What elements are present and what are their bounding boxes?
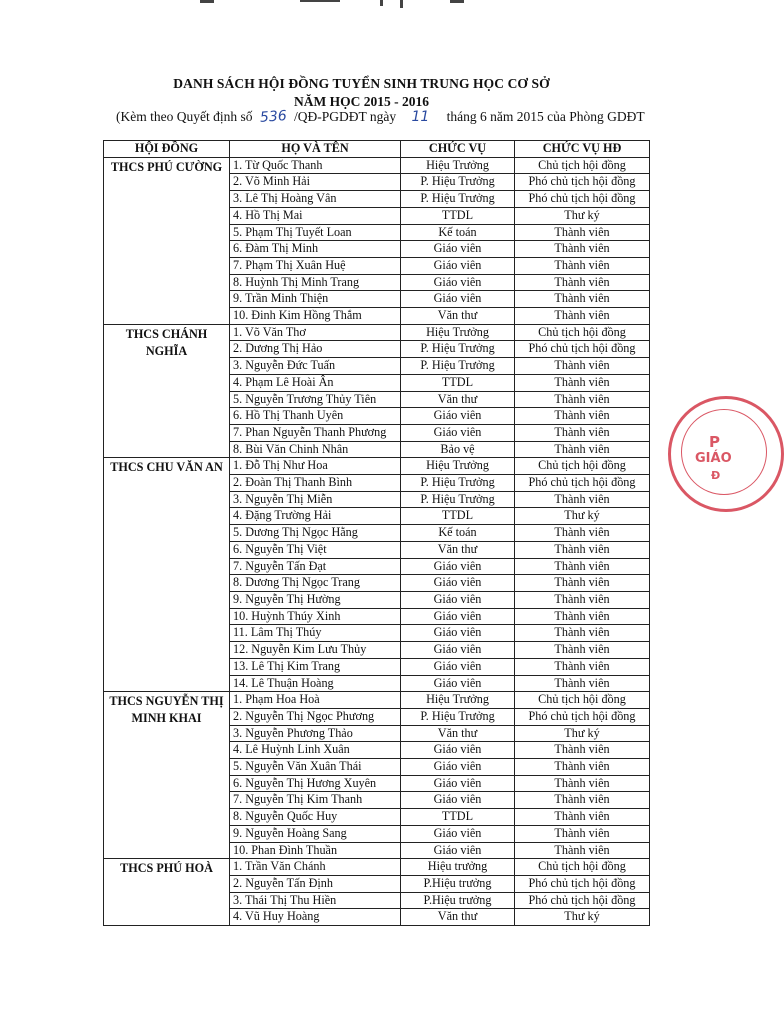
table-row [104, 458, 650, 475]
member-council-role: Phó chủ tịch hội đồng [515, 875, 650, 892]
table-row [104, 859, 650, 876]
member-position: Giáo viên [401, 257, 515, 274]
member-name: 6. Nguyễn Thị Việt [230, 541, 401, 558]
scan-mark [380, 0, 383, 6]
table-body [104, 157, 650, 925]
member-name: 5. Phạm Thị Tuyết Loan [230, 224, 401, 241]
member-council-role: Thành viên [515, 374, 650, 391]
member-position: Giáo viên [401, 575, 515, 592]
header-council: HỘI ĐỒNG [104, 141, 230, 158]
member-council-role: Thành viên [515, 675, 650, 692]
document-title: DANH SÁCH HỘI ĐỒNG TUYỂN SINH TRUNG HỌC CƠ SỞ [173, 76, 550, 91]
member-position: Văn thư [401, 391, 515, 408]
member-name: 2. Nguyễn Tấn Định [230, 875, 401, 892]
council-table [103, 140, 650, 926]
council-name: THCS CHU VĂN AN [104, 458, 230, 692]
member-name: 3. Nguyễn Thị Miễn [230, 491, 401, 508]
member-position: P. Hiệu Trưởng [401, 708, 515, 725]
council-name: THCS CHÁNH NGHĨA [104, 324, 230, 458]
member-position: Hiệu Trưởng [401, 458, 515, 475]
member-council-role: Phó chủ tịch hội đồng [515, 341, 650, 358]
member-council-role: Thành viên [515, 575, 650, 592]
member-name: 9. Trần Minh Thiện [230, 291, 401, 308]
member-position: P.Hiệu trưởng [401, 892, 515, 909]
member-name: 3. Thái Thị Thu Hiền [230, 892, 401, 909]
member-position: Giáo viên [401, 675, 515, 692]
member-name: 10. Huỳnh Thúy Xinh [230, 608, 401, 625]
member-name: 8. Dương Thị Ngọc Trang [230, 575, 401, 592]
member-position: Giáo viên [401, 241, 515, 258]
member-name: 1. Từ Quốc Thanh [230, 157, 401, 174]
member-council-role: Thành viên [515, 241, 650, 258]
member-council-role: Thành viên [515, 608, 650, 625]
member-council-role: Thành viên [515, 224, 650, 241]
member-name: 9. Nguyễn Thị Hường [230, 591, 401, 608]
member-name: 8. Huỳnh Thị Minh Trang [230, 274, 401, 291]
member-name: 2. Dương Thị Hảo [230, 341, 401, 358]
member-position: Giáo viên [401, 792, 515, 809]
member-position: Bảo vệ [401, 441, 515, 458]
member-position: Giáo viên [401, 742, 515, 759]
member-name: 4. Đặng Trường Hải [230, 508, 401, 525]
member-council-role: Thư ký [515, 508, 650, 525]
member-council-role: Phó chủ tịch hội đồng [515, 174, 650, 191]
member-position: TTDL [401, 374, 515, 391]
member-name: 1. Trần Văn Chánh [230, 859, 401, 876]
member-position: Giáo viên [401, 291, 515, 308]
table-header-row [104, 141, 650, 158]
member-council-role: Thành viên [515, 842, 650, 859]
member-name: 2. Nguyễn Thị Ngọc Phương [230, 708, 401, 725]
member-council-role: Thành viên [515, 642, 650, 659]
council-name: THCS PHÚ CƯỜNG [104, 157, 230, 324]
header-position: CHỨC VỤ [401, 141, 515, 158]
table-row [104, 157, 650, 174]
member-council-role: Thành viên [515, 257, 650, 274]
member-name: 12. Nguyễn Kim Lưu Thủy [230, 642, 401, 659]
member-council-role: Thành viên [515, 441, 650, 458]
member-council-role: Thành viên [515, 541, 650, 558]
member-position: P. Hiệu Trưởng [401, 191, 515, 208]
member-position: Hiệu Trưởng [401, 692, 515, 709]
member-position: P.Hiệu trưởng [401, 875, 515, 892]
member-name: 2. Võ Minh Hải [230, 174, 401, 191]
member-name: 11. Lâm Thị Thúy [230, 625, 401, 642]
ref-mid: /QĐ-PGDĐT ngày [293, 109, 397, 124]
member-position: Giáo viên [401, 658, 515, 675]
member-name: 1. Đỗ Thị Như Hoa [230, 458, 401, 475]
member-position: Giáo viên [401, 759, 515, 776]
ref-prefix: (Kèm theo Quyết định số [116, 109, 253, 124]
member-name: 8. Bùi Văn Chinh Nhân [230, 441, 401, 458]
member-name: 3. Lê Thị Hoàng Vân [230, 191, 401, 208]
member-council-role: Thư ký [515, 207, 650, 224]
scan-mark [400, 0, 403, 8]
member-position: Giáo viên [401, 424, 515, 441]
member-council-role: Chủ tịch hội đồng [515, 458, 650, 475]
member-name: 13. Lê Thị Kim Trang [230, 658, 401, 675]
ref-suffix: tháng 6 năm 2015 của Phòng GDĐT [446, 109, 645, 124]
table-row [104, 692, 650, 709]
seal-text-line3: Đ [711, 469, 721, 482]
member-name: 8. Nguyễn Quốc Huy [230, 809, 401, 826]
scan-mark [300, 0, 340, 2]
member-name: 7. Nguyễn Thị Kim Thanh [230, 792, 401, 809]
member-name: 5. Dương Thị Ngọc Hằng [230, 525, 401, 542]
seal-text-line2: GIÁO [695, 451, 732, 466]
member-position: TTDL [401, 809, 515, 826]
scan-mark [200, 0, 214, 3]
member-name: 10. Đinh Kim Hồng Thắm [230, 308, 401, 325]
member-name: 7. Phạm Thị Xuân Huệ [230, 257, 401, 274]
member-name: 5. Nguyễn Văn Xuân Thái [230, 759, 401, 776]
member-position: Văn thư [401, 909, 515, 926]
member-position: Hiệu Trưởng [401, 157, 515, 174]
member-position: Giáo viên [401, 825, 515, 842]
school-year: NĂM HỌC 2015 - 2016 [294, 94, 429, 109]
member-name: 7. Phan Nguyễn Thanh Phương [230, 424, 401, 441]
member-name: 4. Hồ Thị Mai [230, 207, 401, 224]
member-position: Giáo viên [401, 775, 515, 792]
member-council-role: Thư ký [515, 725, 650, 742]
member-name: 1. Phạm Hoa Hoà [230, 692, 401, 709]
member-council-role: Chủ tịch hội đồng [515, 692, 650, 709]
member-position: Hiệu trưởng [401, 859, 515, 876]
member-position: Giáo viên [401, 408, 515, 425]
member-position: Giáo viên [401, 558, 515, 575]
decision-day: 11 [411, 109, 430, 125]
decision-reference [116, 109, 645, 125]
member-position: Văn thư [401, 725, 515, 742]
member-council-role: Thành viên [515, 558, 650, 575]
council-name: THCS NGUYỄN THỊ MINH KHAI [104, 692, 230, 859]
member-council-role: Thành viên [515, 525, 650, 542]
member-position: P. Hiệu Trưởng [401, 174, 515, 191]
member-name: 4. Phạm Lê Hoài Ân [230, 374, 401, 391]
member-council-role: Thành viên [515, 742, 650, 759]
member-council-role: Thành viên [515, 358, 650, 375]
member-position: Kế toán [401, 525, 515, 542]
member-position: P. Hiệu Trưởng [401, 358, 515, 375]
member-name: 5. Nguyễn Trương Thủy Tiên [230, 391, 401, 408]
member-council-role: Thành viên [515, 408, 650, 425]
member-council-role: Phó chủ tịch hội đồng [515, 475, 650, 492]
member-council-role: Thư ký [515, 909, 650, 926]
member-position: Giáo viên [401, 608, 515, 625]
member-name: 6. Đàm Thị Minh [230, 241, 401, 258]
member-council-role: Phó chủ tịch hội đồng [515, 892, 650, 909]
member-council-role: Thành viên [515, 775, 650, 792]
scan-mark [450, 0, 464, 3]
member-position: Giáo viên [401, 842, 515, 859]
member-council-role: Thành viên [515, 274, 650, 291]
member-council-role: Thành viên [515, 591, 650, 608]
member-council-role: Thành viên [515, 308, 650, 325]
member-council-role: Phó chủ tịch hội đồng [515, 708, 650, 725]
seal-text-line1: P [709, 433, 720, 451]
member-name: 3. Nguyễn Phương Thảo [230, 725, 401, 742]
member-name: 10. Phan Đình Thuần [230, 842, 401, 859]
member-position: TTDL [401, 207, 515, 224]
header-council-role: CHỨC VỤ HĐ [515, 141, 650, 158]
member-name: 4. Lê Huỳnh Linh Xuân [230, 742, 401, 759]
member-name: 6. Nguyễn Thị Hương Xuyên [230, 775, 401, 792]
member-name: 1. Võ Văn Thơ [230, 324, 401, 341]
member-council-role: Chủ tịch hội đồng [515, 157, 650, 174]
member-council-role: Chủ tịch hội đồng [515, 324, 650, 341]
member-council-role: Thành viên [515, 759, 650, 776]
member-position: Giáo viên [401, 591, 515, 608]
member-position: Văn thư [401, 541, 515, 558]
member-council-role: Thành viên [515, 792, 650, 809]
member-position: Hiệu Trưởng [401, 324, 515, 341]
member-name: 14. Lê Thuận Hoàng [230, 675, 401, 692]
member-council-role: Thành viên [515, 825, 650, 842]
member-name: 9. Nguyễn Hoàng Sang [230, 825, 401, 842]
member-council-role: Thành viên [515, 625, 650, 642]
member-council-role: Thành viên [515, 291, 650, 308]
member-name: 6. Hồ Thị Thanh Uyên [230, 408, 401, 425]
decision-number: 536 [259, 108, 288, 126]
member-council-role: Thành viên [515, 391, 650, 408]
member-position: Giáo viên [401, 625, 515, 642]
member-council-role: Chủ tịch hội đồng [515, 859, 650, 876]
member-council-role: Thành viên [515, 809, 650, 826]
member-name: 4. Vũ Huy Hoàng [230, 909, 401, 926]
member-position: TTDL [401, 508, 515, 525]
member-position: Giáo viên [401, 642, 515, 659]
member-name: 7. Nguyễn Tấn Đạt [230, 558, 401, 575]
member-council-role: Thành viên [515, 658, 650, 675]
official-seal [668, 396, 784, 512]
member-position: Văn thư [401, 308, 515, 325]
member-position: P. Hiệu Trưởng [401, 341, 515, 358]
table-row [104, 324, 650, 341]
member-position: P. Hiệu Trưởng [401, 491, 515, 508]
member-name: 2. Đoàn Thị Thanh Bình [230, 475, 401, 492]
member-council-role: Phó chủ tịch hội đồng [515, 191, 650, 208]
member-council-role: Thành viên [515, 424, 650, 441]
member-position: P. Hiệu Trưởng [401, 475, 515, 492]
member-position: Kế toán [401, 224, 515, 241]
member-council-role: Thành viên [515, 491, 650, 508]
member-position: Giáo viên [401, 274, 515, 291]
member-name: 3. Nguyễn Đức Tuấn [230, 358, 401, 375]
council-name: THCS PHÚ HOÀ [104, 859, 230, 926]
header-name: HỌ VÀ TÊN [230, 141, 401, 158]
